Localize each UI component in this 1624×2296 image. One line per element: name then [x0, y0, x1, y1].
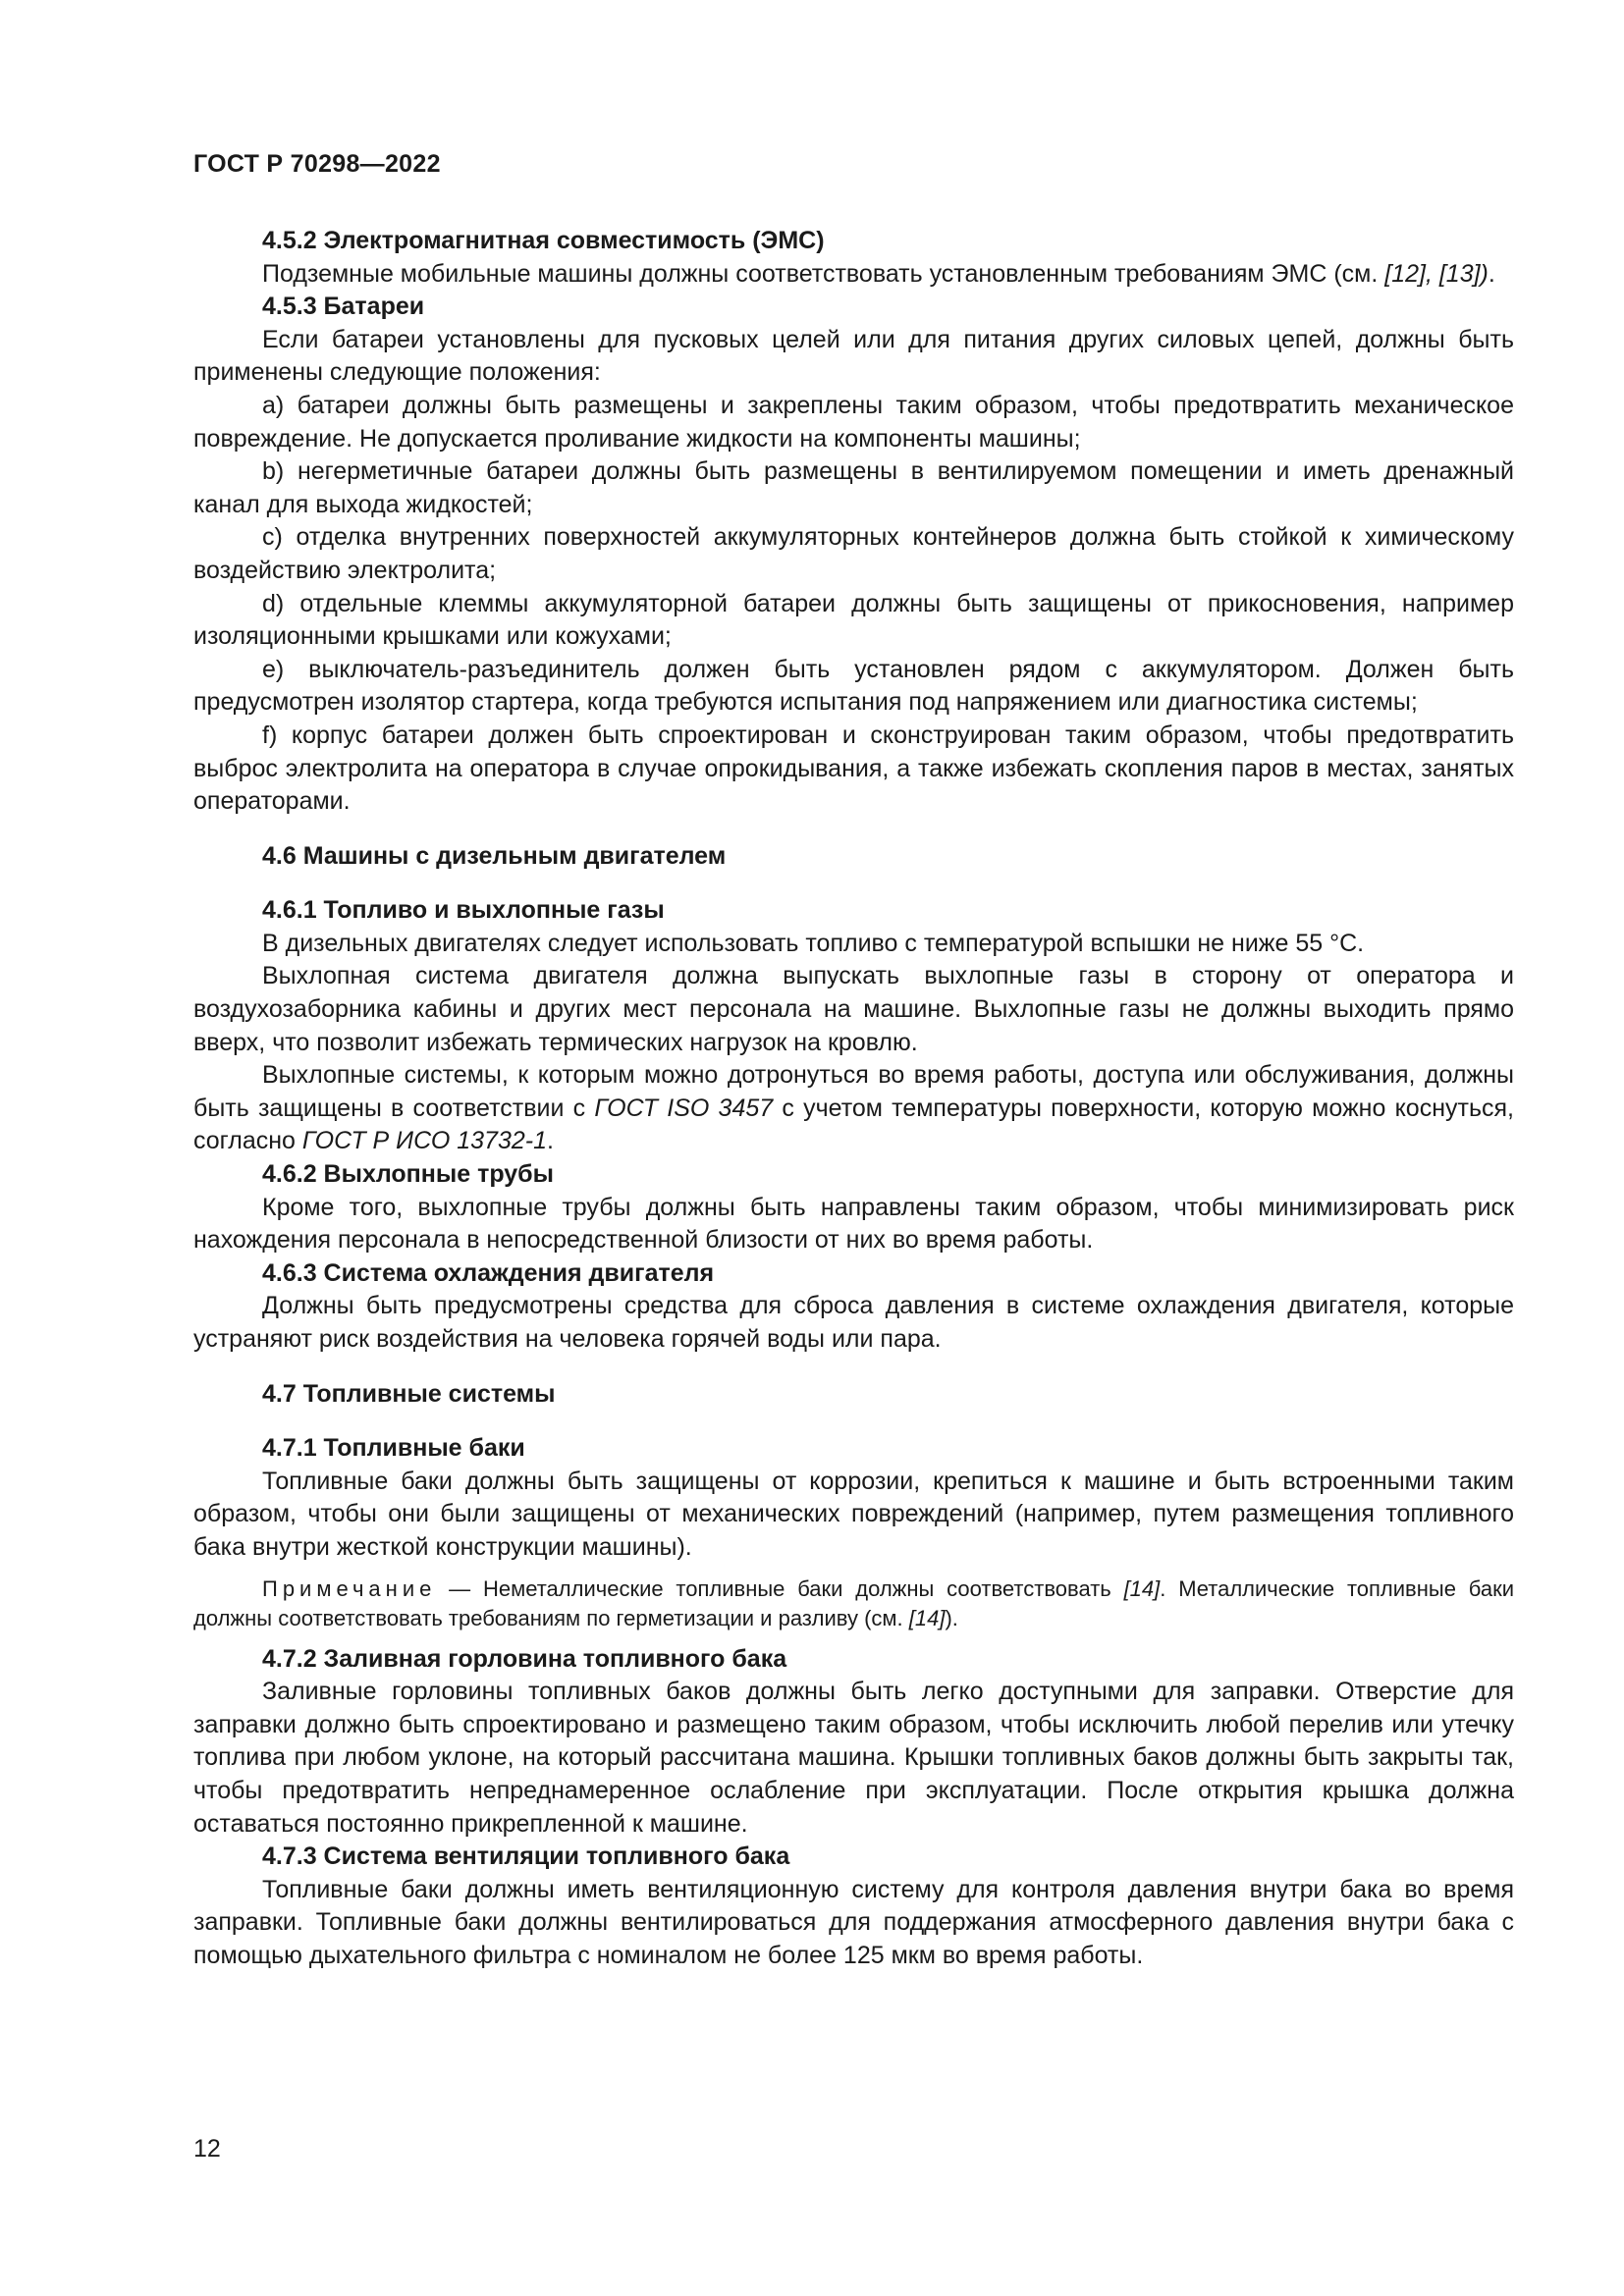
list-item-a: a) батареи должны быть размещены и закреплены таким образом, чтобы предотвратить механическое повреждение. Не допускается проливание жидкости на компоненты машины; — [193, 391, 1514, 453]
list-item-d: d) отдельные клеммы аккумуляторной батареи должны быть защищены от прикосновения, например изоляционными крышками или кожухами; — [193, 589, 1514, 651]
reference: [14] — [1123, 1575, 1161, 1601]
text: — Неметаллические топливные баки должны соответствовать — [436, 1575, 1124, 1601]
paragraph-4-5-2 — [193, 258, 1514, 292]
reference: [14] — [908, 1605, 946, 1630]
text: . — [1488, 259, 1495, 288]
heading-4-6-3: 4.6.3 Система охлаждения двигателя — [262, 1258, 715, 1287]
heading-4-5-2: 4.5.2 Электромагнитная совместимость (ЭМС) — [262, 227, 825, 254]
heading-4-7: 4.7 Топливные системы — [262, 1379, 556, 1408]
paragraph-4-6-1-2: Выхлопная система двигателя должна выпускать выхлопные газы в сторону от оператора и воздухозаборника кабины и других мест персонала на машине. Выхлопные газы не должны выходить прямо вверх, что позволит избежать термических нагрузок на кровлю. — [193, 962, 1514, 1056]
page-content — [193, 225, 1514, 1973]
reference: [12], [13]) — [1384, 259, 1489, 288]
list-item-f: f) корпус батареи должен быть спроектирован и сконструирован таким образом, чтобы предотвратить выброс электролита на оператора в случае опрокидывания, а также избежать скопления паров в местах, занятых операторами. — [193, 721, 1514, 816]
heading-4-7-1: 4.7.1 Топливные баки — [262, 1434, 525, 1463]
list-item-e: e) выключатель-разъединитель должен быть установлен рядом с аккумулятором. Должен быть предусмотрен изолятор стартера, когда требуются испытания под напряжением или диагностика системы; — [193, 655, 1514, 717]
heading-4-6-2: 4.6.2 Выхлопные трубы — [262, 1160, 554, 1189]
text: с учетом температуры поверхности, которую можно коснуться, согласно — [193, 1094, 1514, 1155]
text: . — [546, 1127, 554, 1155]
page-number: 12 — [193, 2135, 221, 2163]
paragraph-4-6-1-1: В дизельных двигателях следует использовать топливо с температурой вспышки не ниже 55 °С. — [262, 929, 1365, 957]
heading-4-5-3: 4.5.3 Батареи — [262, 293, 425, 321]
paragraph-4-6-2: Кроме того, выхлопные трубы должны быть направлены таким образом, чтобы минимизировать риск нахождения персонала в непосредственной близости от них во время работы. — [193, 1193, 1514, 1255]
heading-4-6: 4.6 Машины с дизельным двигателем — [262, 841, 727, 870]
heading-4-7-3: 4.7.3 Система вентиляции топливного бака — [262, 1842, 790, 1871]
document-header: ГОСТ Р 70298—2022 — [193, 150, 441, 178]
text: Выхлопные системы, к которым можно дотронуться во время работы, доступа или обслуживания, должны быть защищены в соответствии с — [193, 1061, 1514, 1122]
paragraph-4-7-2: Заливные горловины топливных баков должны быть легко доступными для заправки. Отверстие для заправки должно быть спроектировано и размещено таким образом, чтобы исключить любой перелив или утечку топлива при любом уклоне, на который рассчитана машина. Крышки топливных баков должны быть закрыты так, чтобы предотвратить непреднамеренное ослабление при эксплуатации. После открытия крышка должна оставаться постоянно прикрепленной к машине. — [193, 1678, 1514, 1838]
paragraph-4-7-3: Топливные баки должны иметь вентиляционную систему для контроля давления внутри бака во время заправки. Топливные баки должны вентилироваться для поддержания атмосферного давления внутри бака с помощью дыхательного фильтра с номиналом не более 125 мкм во время работы. — [193, 1875, 1514, 1969]
paragraph-4-5-3-intro: Если батареи установлены для пусковых целей или для питания других силовых цепей, должны быть применены следующие положения: — [193, 325, 1514, 387]
heading-4-7-2: 4.7.2 Заливная горловина топливного бака — [262, 1644, 787, 1673]
heading-4-6-1: 4.6.1 Топливо и выхлопные газы — [262, 896, 665, 925]
text: Подземные мобильные машины должны соответствовать установленным требованиям ЭМС (см. — [262, 259, 1385, 288]
paragraph-4-6-3: Должны быть предусмотрены средства для сброса давления в системе охлаждения двигателя, которые устраняют риск воздействия на человека горячей воды или пара. — [193, 1292, 1514, 1353]
text: ). — [945, 1605, 958, 1630]
text: . Металлические топливные баки должны соответствовать требованиям по герметизации и разливу (см. — [193, 1575, 1514, 1630]
standard-reference: ГОСТ ISO 3457 — [594, 1094, 774, 1122]
paragraph-4-6-1-3 — [193, 1059, 1514, 1158]
list-item-b: b) негерметичные батареи должны быть размещены в вентилируемом помещении и иметь дренажный канал для выхода жидкостей; — [193, 457, 1514, 518]
standard-reference: ГОСТ Р ИСО 13732-1 — [301, 1127, 547, 1155]
note-4-7-1 — [193, 1575, 1514, 1633]
list-item-c: c) отделка внутренних поверхностей аккумуляторных контейнеров должна быть стойкой к химическому воздействию электролита; — [193, 523, 1514, 584]
note-label: Примечание — [262, 1575, 437, 1601]
paragraph-4-7-1: Топливные баки должны быть защищены от коррозии, крепиться к машине и быть встроенными таким образом, чтобы они были защищены от механических повреждений (например, путем размещения топливного бака внутри жесткой конструкции машины). — [193, 1467, 1514, 1561]
